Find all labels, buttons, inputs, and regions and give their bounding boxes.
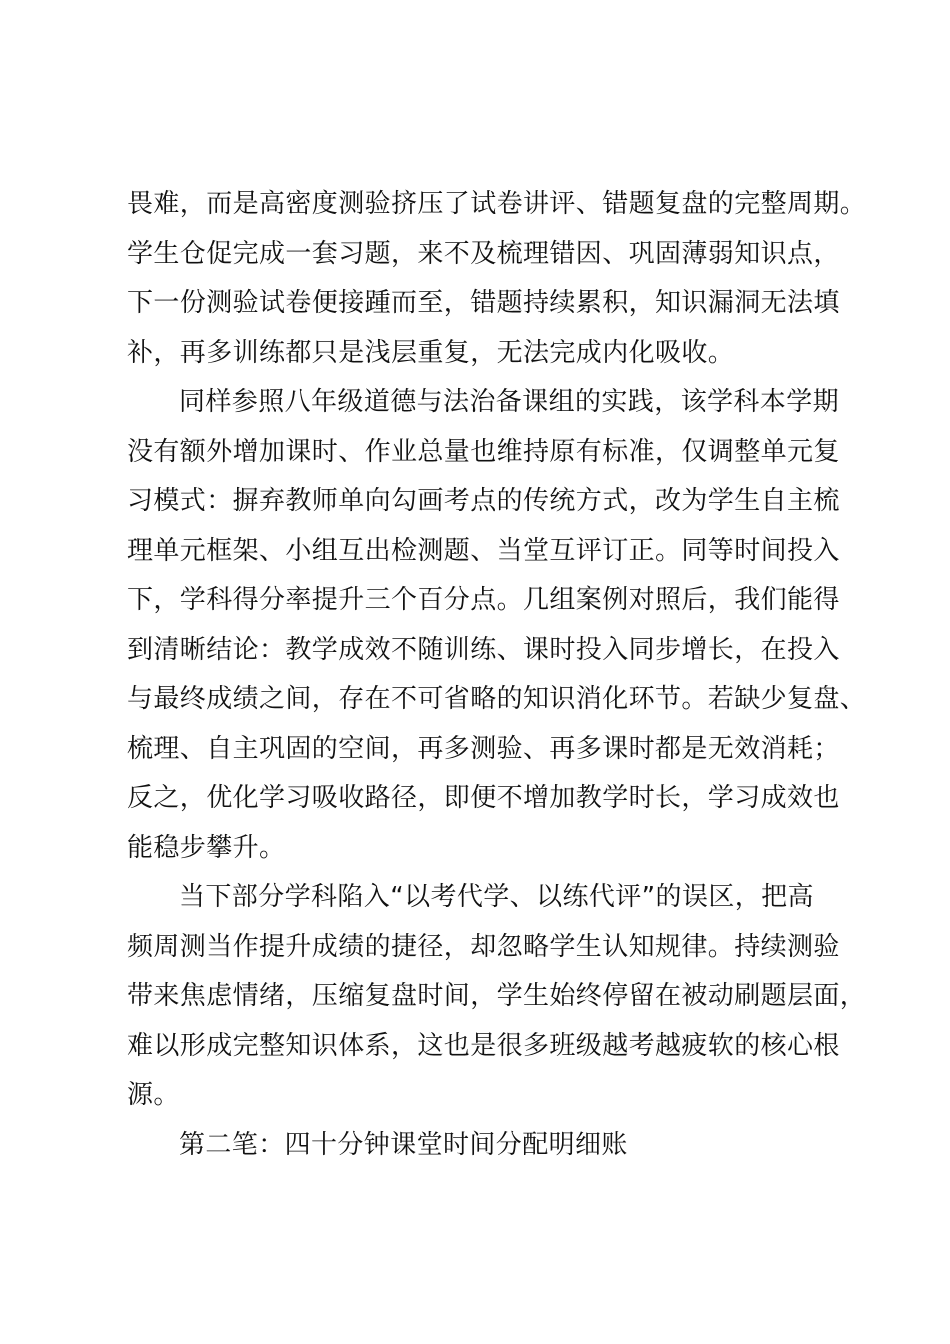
text-line: 没有额外增加课时、作业总量也维持原有标准，仅调整单元复 (127, 436, 840, 467)
text-line: 梳理、自主巩固的空间，再多测验、再多课时都是无效消耗； (127, 733, 840, 764)
text-line: 与最终成绩之间，存在不可省略的知识消化环节。若缺少复盘、 (127, 684, 867, 714)
text-line: 带来焦虑情绪，压缩复盘时间，学生始终停留在被动刷题层面， (127, 981, 867, 1011)
text-line: 下一份测验试卷便接踵而至，错题持续累积，知识漏洞无法填 (127, 288, 840, 318)
text-line: 难以形成完整知识体系，这也是很多班级越考越疲软的核心根 (127, 1030, 840, 1061)
paragraph-start-line: 当下部分学科陷入“以考代学、以练代评”的误区，把高 (179, 882, 814, 912)
text-line: 频周测当作提升成绩的捷径，却忽略学生认知规律。持续测验 (127, 931, 840, 962)
text-line: 到清晰结论：教学成效不随训练、课时投入同步增长，在投入 (127, 634, 840, 665)
text-line: 反之，优化学习吸收路径，即便不增加教学时长，学习成效也 (127, 783, 840, 813)
text-line: 理单元框架、小组互出检测题、当堂互评订正。同等时间投入 (127, 535, 840, 566)
paragraph-start-line: 同样参照八年级道德与法治备课组的实践，该学科本学期 (179, 387, 840, 417)
text-line: 补，再多训练都只是浅层重复，无法完成内化吸收。 (127, 337, 735, 368)
text-line: 习模式：摒弃教师单向勾画考点的传统方式，改为学生自主梳 (127, 486, 840, 516)
text-line: 能稳步攀升。 (127, 832, 286, 863)
text-line: 畏难，而是高密度测验挤压了试卷讲评、错题复盘的完整周期。 (127, 189, 867, 219)
text-line: 下，学科得分率提升三个百分点。几组案例对照后，我们能得 (127, 585, 840, 615)
text-line: 学生仓促完成一套习题，来不及梳理错因、巩固薄弱知识点， (127, 238, 840, 269)
section-heading: 第二笔：四十分钟课堂时间分配明细账 (179, 1129, 628, 1160)
text-line: 源。 (127, 1080, 180, 1110)
body-text (127, 180, 867, 1170)
